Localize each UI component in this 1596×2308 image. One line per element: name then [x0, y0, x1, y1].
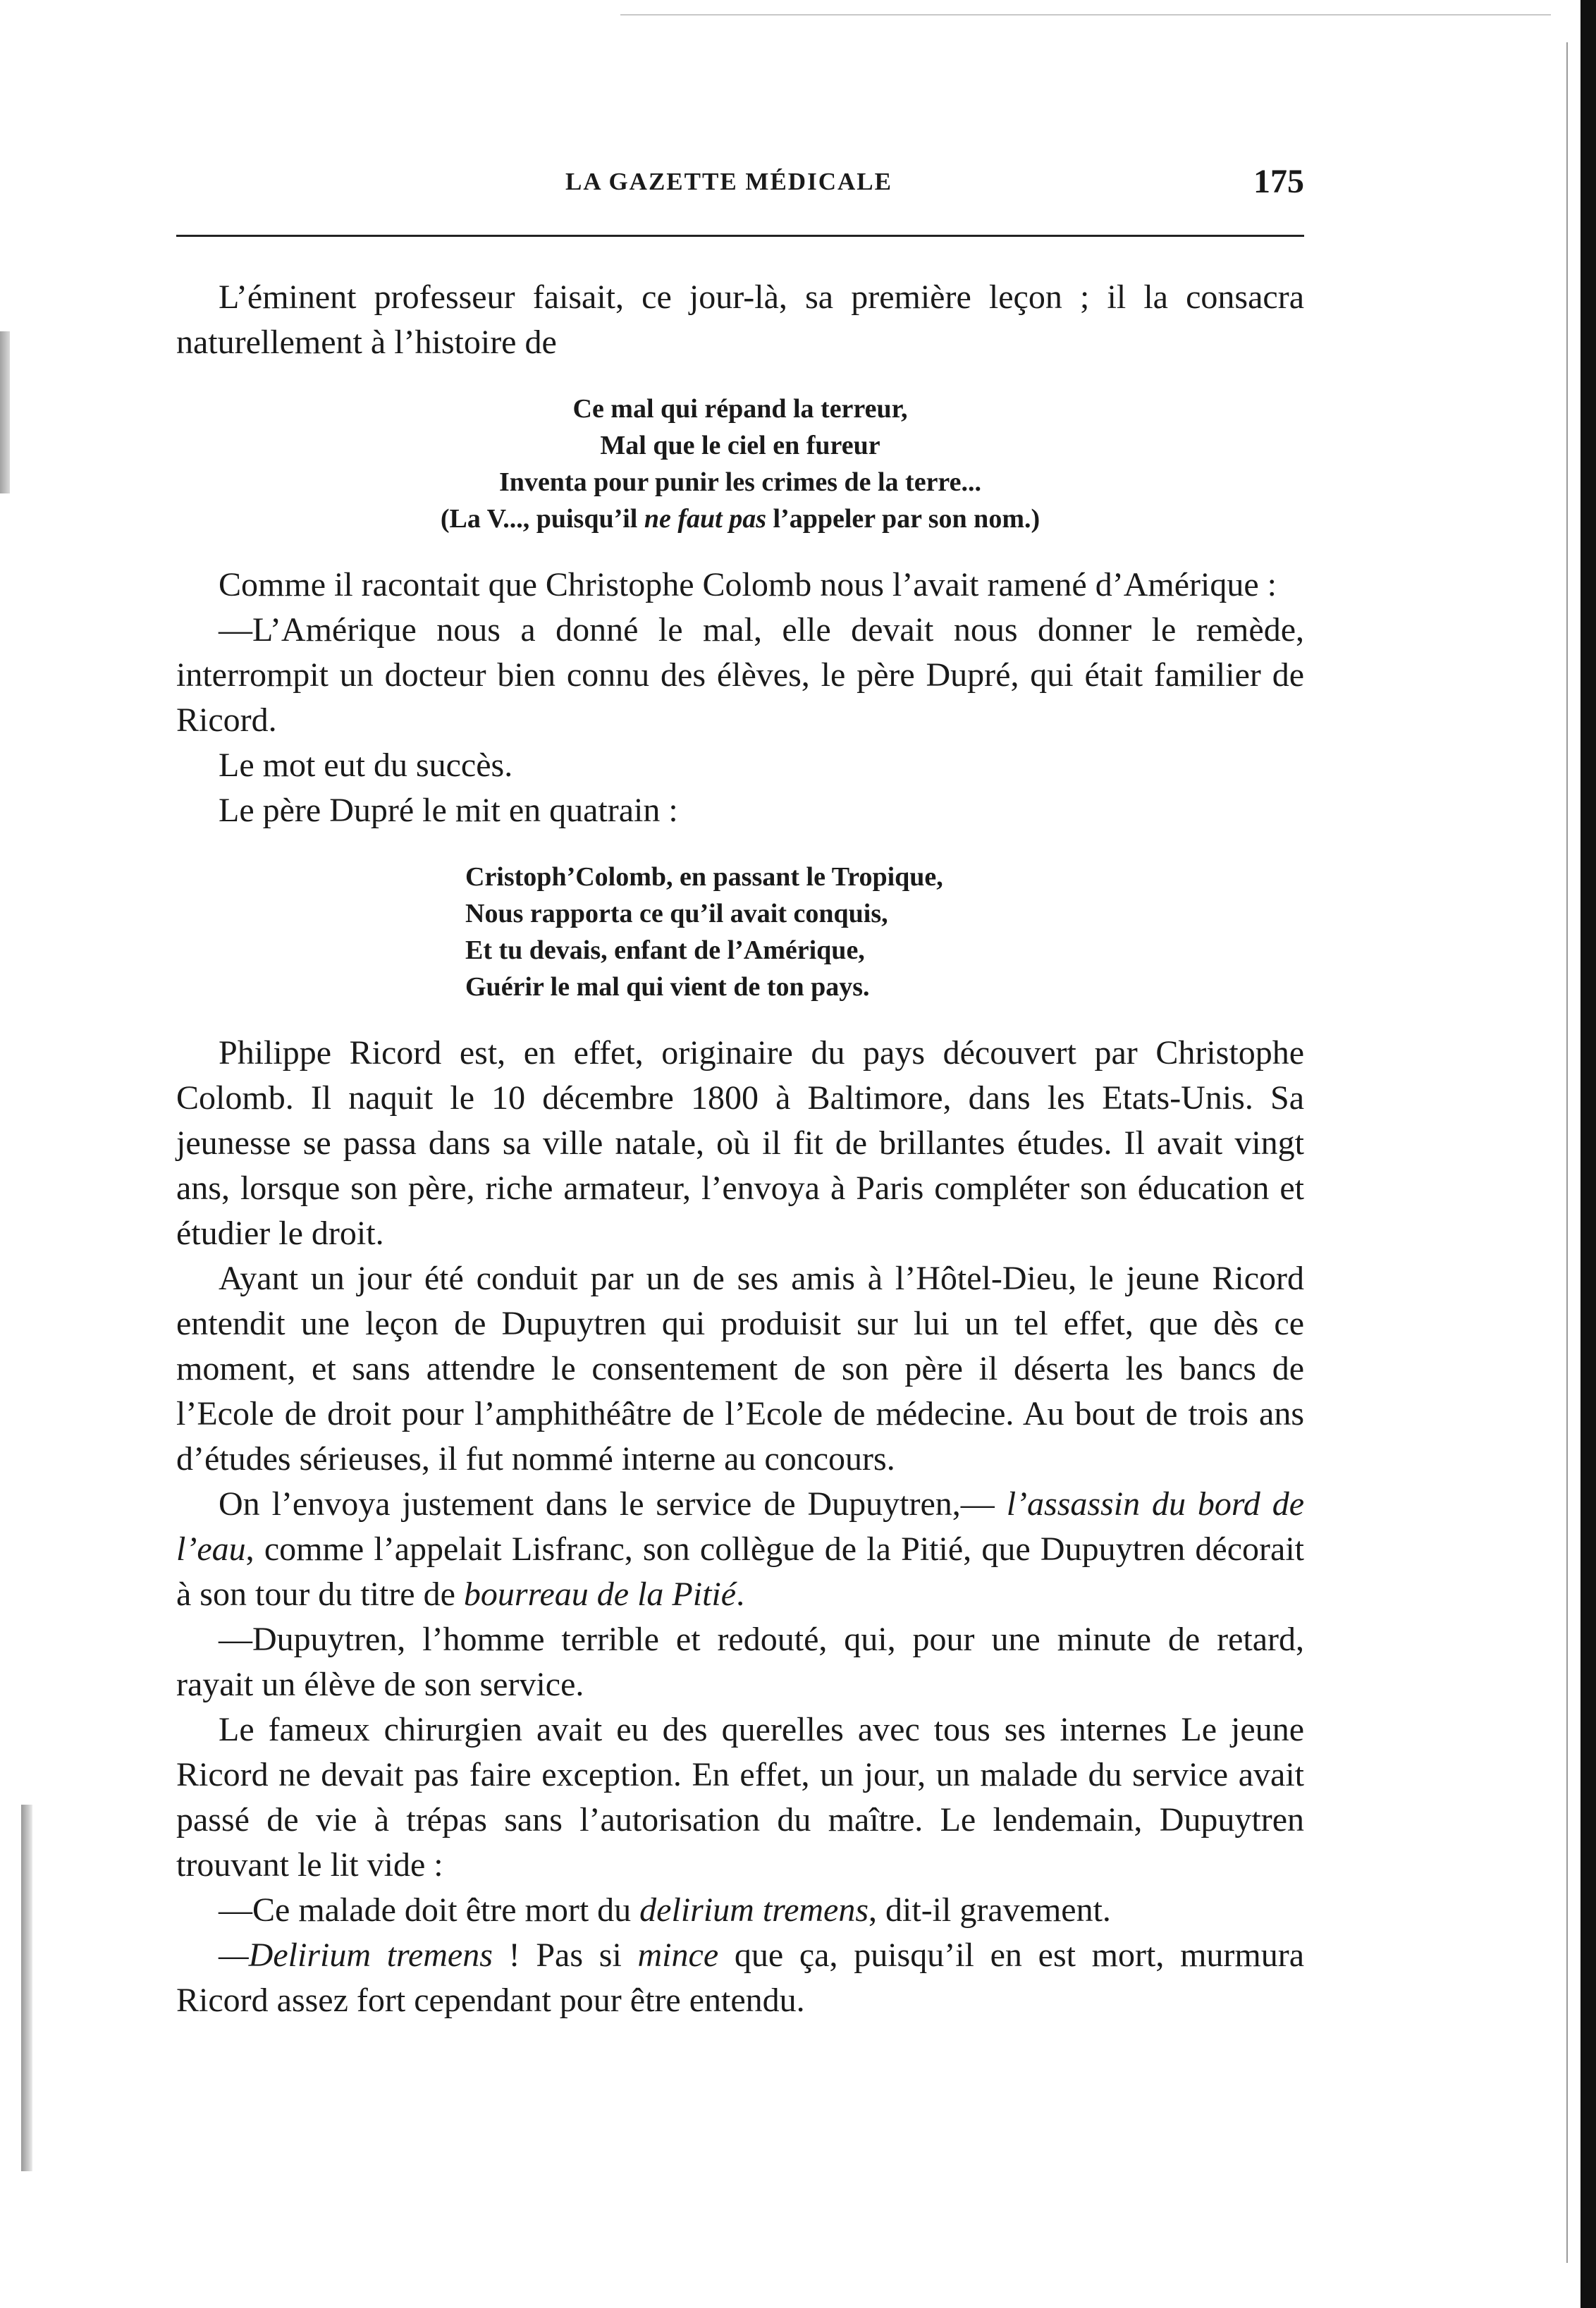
paragraph-5: Le père Dupré le mit en quatrain : — [219, 792, 678, 829]
running-header — [176, 163, 1304, 210]
poem-2 — [176, 859, 1304, 1005]
paragraph-11-c: , dit-il gravement. — [868, 1891, 1111, 1929]
poem-2-line-1: Cristoph’Colomb, en passant le Tropique, — [465, 862, 943, 892]
paragraph-8-italic-1: l’assassin du bord de l’eau — [176, 1485, 1305, 1568]
scan-left-shadow-lower — [21, 1805, 32, 2171]
paragraph-12 — [176, 1933, 1304, 2023]
scan-right-edge — [1580, 0, 1596, 2308]
paragraph-7: Ayant un jour été conduit par un de ses amis à l’Hôtel-Dieu, le jeune Ricord entendit une leçon de Dupuytren qui produisit sur lui un tel effet, que dès ce moment, et sans attendre le consentement de son père il déserta les bancs de l’Ecole de droit pour l’amphithéâtre de l’Ecole de médecine. Au bout de trois ans d’études sérieuses, il fut nommé interne au concours. — [176, 1260, 1304, 1478]
paragraph-8-a: On l’envoya justement dans le service de Dupuytren,— — [219, 1485, 1007, 1523]
poem-2-line-3: Et tu devais, enfant de l’Amérique, — [465, 935, 865, 965]
paragraph-12-italic-2: mince — [637, 1936, 719, 1974]
poem-1 — [176, 391, 1304, 537]
poem-2-line-4: Guérir le mal qui vient de ton pays. — [465, 972, 870, 1002]
paragraph-1: L’éminent professeur faisait, ce jour-là, sa première leçon ; il la consacra naturellement à l’histoire de — [176, 278, 1304, 361]
paragraph-12-italic-1: —Delirium tremens — [219, 1936, 493, 1974]
paragraph-8 — [176, 1482, 1304, 1617]
poem-1-line-4-a: (La V..., puisqu’il — [440, 504, 644, 534]
journal-title: LA GAZETTE MÉDICALE — [565, 168, 892, 195]
paragraph-12-b: ! Pas si — [492, 1936, 638, 1974]
paragraph-8-c: , comme l’appelait Lisfranc, son collègue de la Pitié, que Dupuytren décorait à son tour du titre de — [176, 1530, 1304, 1613]
poem-1-line-4-italic: ne faut pas — [644, 504, 766, 534]
poem-1-line-4-c: l’appeler par son nom.) — [766, 504, 1041, 534]
poem-1-line-2: Mal que le ciel en fureur — [600, 431, 880, 460]
paragraph-6: Philippe Ricord est, en effet, originaire du pays découvert par Christophe Colomb. Il naquit le 10 décembre 1800 à Baltimore, dans les Etats-Unis. Sa jeunesse se passa dans sa ville natale, où il fit de brillantes études. Il avait vingt ans, lorsque son père, riche armateur, l’envoya à Paris compléter son éducation et étudier le droit. — [176, 1034, 1304, 1252]
text-column — [176, 275, 1304, 2023]
header-rule — [176, 235, 1304, 237]
scan-top-edge — [620, 14, 1551, 16]
page-number: 175 — [1253, 163, 1304, 200]
paragraph-11 — [176, 1888, 1304, 1933]
poem-2-line-2: Nous rapporta ce qu’il avait conquis, — [465, 899, 888, 928]
paragraph-10: Le fameux chirurgien avait eu des querelles avec tous ses internes Le jeune Ricord ne devait pas faire exception. En effet, un jour, un malade du service avait passé de vie à trépas sans l’autorisation du maître. Le lendemain, Dupuytren trouvant le lit vide : — [176, 1711, 1304, 1884]
paragraph-8-italic-2: bourreau de la Pitié — [463, 1576, 737, 1613]
paragraph-11-a: —Ce malade doit être mort du — [219, 1891, 640, 1929]
paragraph-2: Comme il racontait que Christophe Colomb nous l’avait ramené d’Amérique : — [219, 566, 1277, 603]
paragraph-3: —L’Amérique nous a donné le mal, elle devait nous donner le remède, interrompit un docteur bien connu des élèves, le père Dupré, qui était familier de Ricord. — [176, 611, 1304, 739]
scan-right-inner-edge — [1566, 42, 1568, 2263]
paragraph-11-italic: delirium tremens — [639, 1891, 869, 1929]
paragraph-12-d: que ça, puisqu’il en est mort, murmura Ricord assez fort cependant pour être entendu. — [176, 1936, 1305, 2019]
paragraph-9: —Dupuytren, l’homme terrible et redouté, qui, pour une minute de retard, rayait un élève de son service. — [176, 1621, 1304, 1703]
poem-1-line-3: Inventa pour punir les crimes de la terre... — [499, 467, 981, 497]
paragraph-8-e: . — [736, 1576, 745, 1613]
poem-1-line-4 — [176, 501, 1304, 537]
poem-1-line-1: Ce mal qui répand la terreur, — [572, 394, 908, 424]
scan-left-shadow — [0, 331, 10, 493]
paragraph-4: Le mot eut du succès. — [219, 747, 513, 784]
